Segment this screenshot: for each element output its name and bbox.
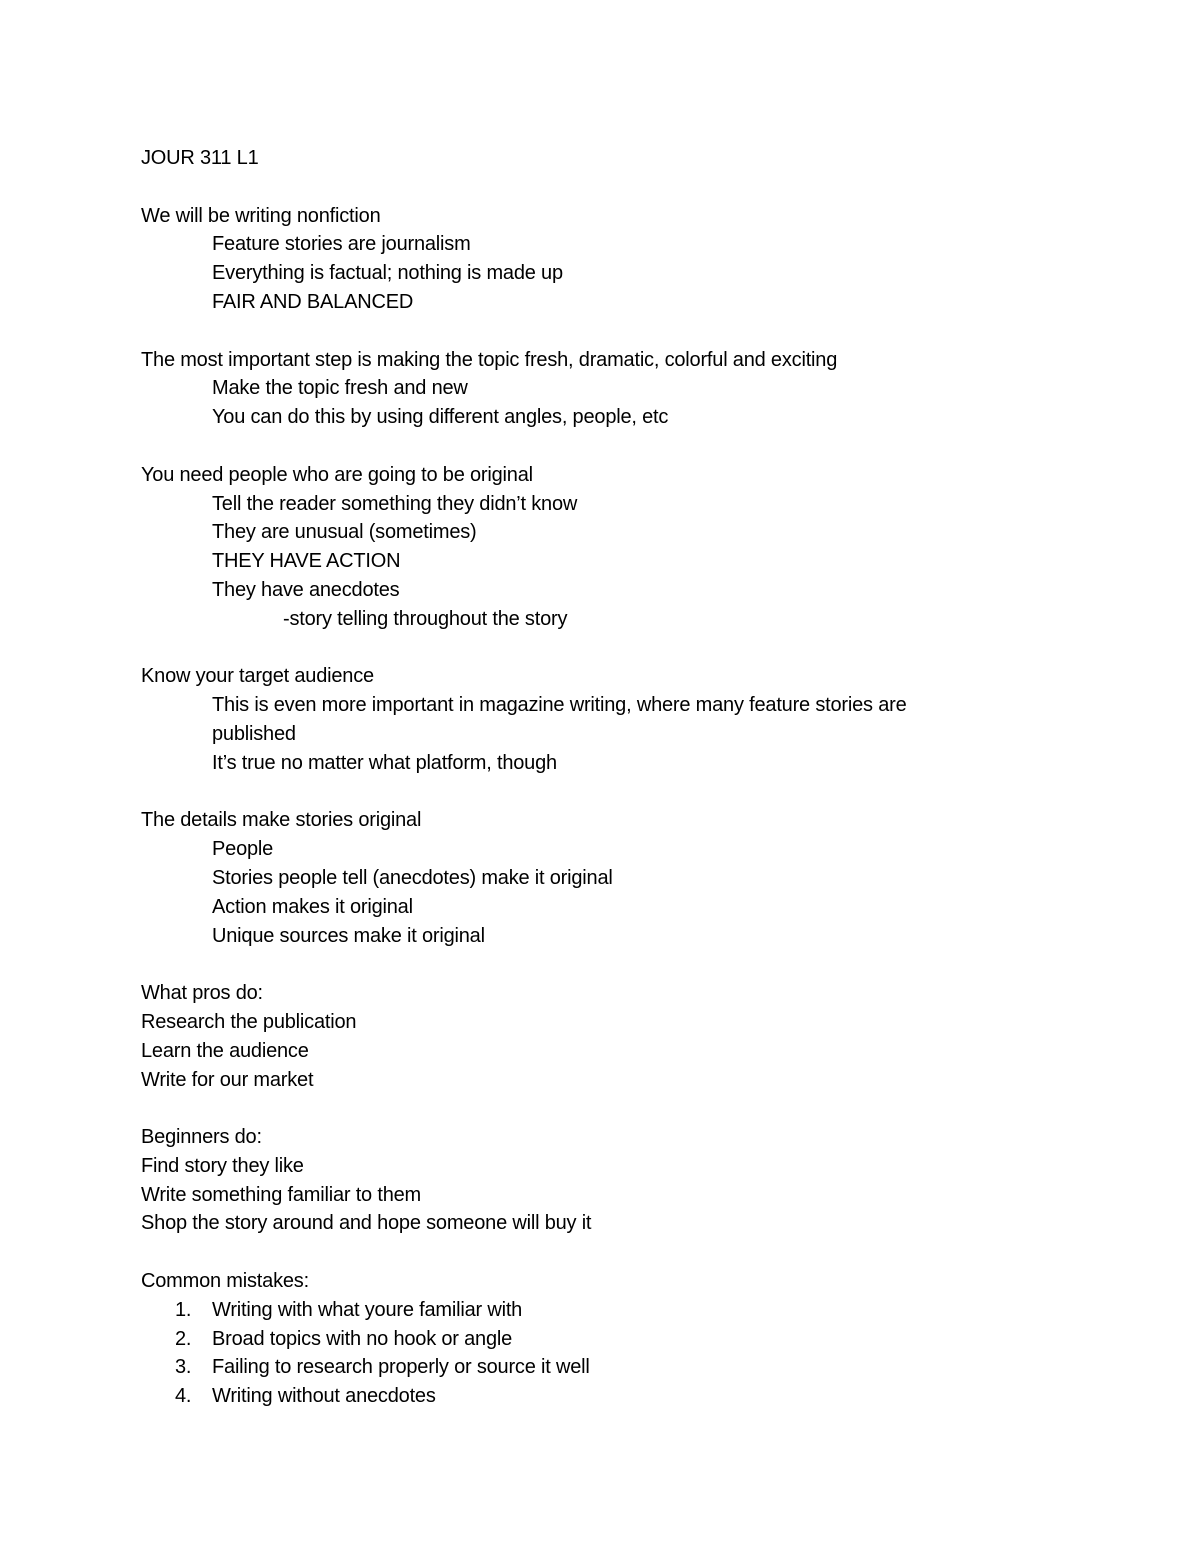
- section-heading: Beginners do:: [141, 1126, 262, 1149]
- section-heading: The most important step is making the topic fresh, dramatic, colorful and exciting: [141, 348, 838, 371]
- numbered-list-item: [141, 1325, 1041, 1354]
- section-heading: What pros do:: [141, 982, 263, 1005]
- list-item: It’s true no matter what platform, though: [212, 751, 557, 774]
- list-number: 4.: [175, 1385, 192, 1408]
- list-number: 2.: [175, 1327, 192, 1350]
- document-title: JOUR 311 L1: [141, 147, 259, 169]
- list-item: Unique sources make it original: [212, 924, 485, 947]
- list-item: Learn the audience: [141, 1039, 309, 1062]
- numbered-list-item: [141, 1296, 1041, 1325]
- document-body: [141, 144, 1041, 1411]
- list-item: THEY HAVE ACTION: [212, 550, 401, 573]
- list-item: Research the publication: [141, 1010, 357, 1033]
- list-item-text: Writing without anecdotes: [212, 1385, 436, 1408]
- list-number: 3.: [175, 1356, 192, 1379]
- section-heading: The details make stories original: [141, 809, 422, 832]
- list-item: People: [212, 838, 274, 861]
- list-item-text: Broad topics with no hook or angle: [212, 1327, 513, 1350]
- list-item-text: Writing with what youre familiar with: [212, 1298, 523, 1321]
- section-heading: You need people who are going to be original: [141, 463, 533, 486]
- list-item: This is even more important in magazine writing, where many feature stories are published: [212, 694, 907, 745]
- list-item-text: Failing to research properly or source it well: [212, 1356, 590, 1379]
- list-item: They have anecdotes: [212, 578, 400, 601]
- numbered-list-item: [141, 1353, 1041, 1382]
- list-item: Write something familiar to them: [141, 1183, 421, 1206]
- list-item: Stories people tell (anecdotes) make it original: [212, 866, 613, 889]
- list-item: Shop the story around and hope someone will buy it: [141, 1212, 592, 1235]
- list-item: Tell the reader something they didn’t know: [212, 492, 578, 515]
- section-heading: Common mistakes:: [141, 1270, 309, 1293]
- list-item: Find story they like: [141, 1154, 304, 1177]
- list-item: Feature stories are journalism: [212, 233, 471, 256]
- list-item: Make the topic fresh and new: [212, 377, 468, 400]
- list-item: Action makes it original: [212, 895, 413, 918]
- list-item: Everything is factual; nothing is made up: [212, 262, 563, 285]
- section-heading: We will be writing nonfiction: [141, 204, 381, 227]
- list-item: You can do this by using different angles, people, etc: [212, 406, 669, 429]
- sub-list-item: -story telling throughout the story: [283, 607, 568, 630]
- section-heading: Know your target audience: [141, 665, 374, 688]
- numbered-list-item: [141, 1382, 1041, 1411]
- list-item: FAIR AND BALANCED: [212, 290, 414, 313]
- list-number: 1.: [175, 1298, 192, 1321]
- list-item: They are unusual (sometimes): [212, 521, 477, 544]
- list-item: Write for our market: [141, 1068, 314, 1091]
